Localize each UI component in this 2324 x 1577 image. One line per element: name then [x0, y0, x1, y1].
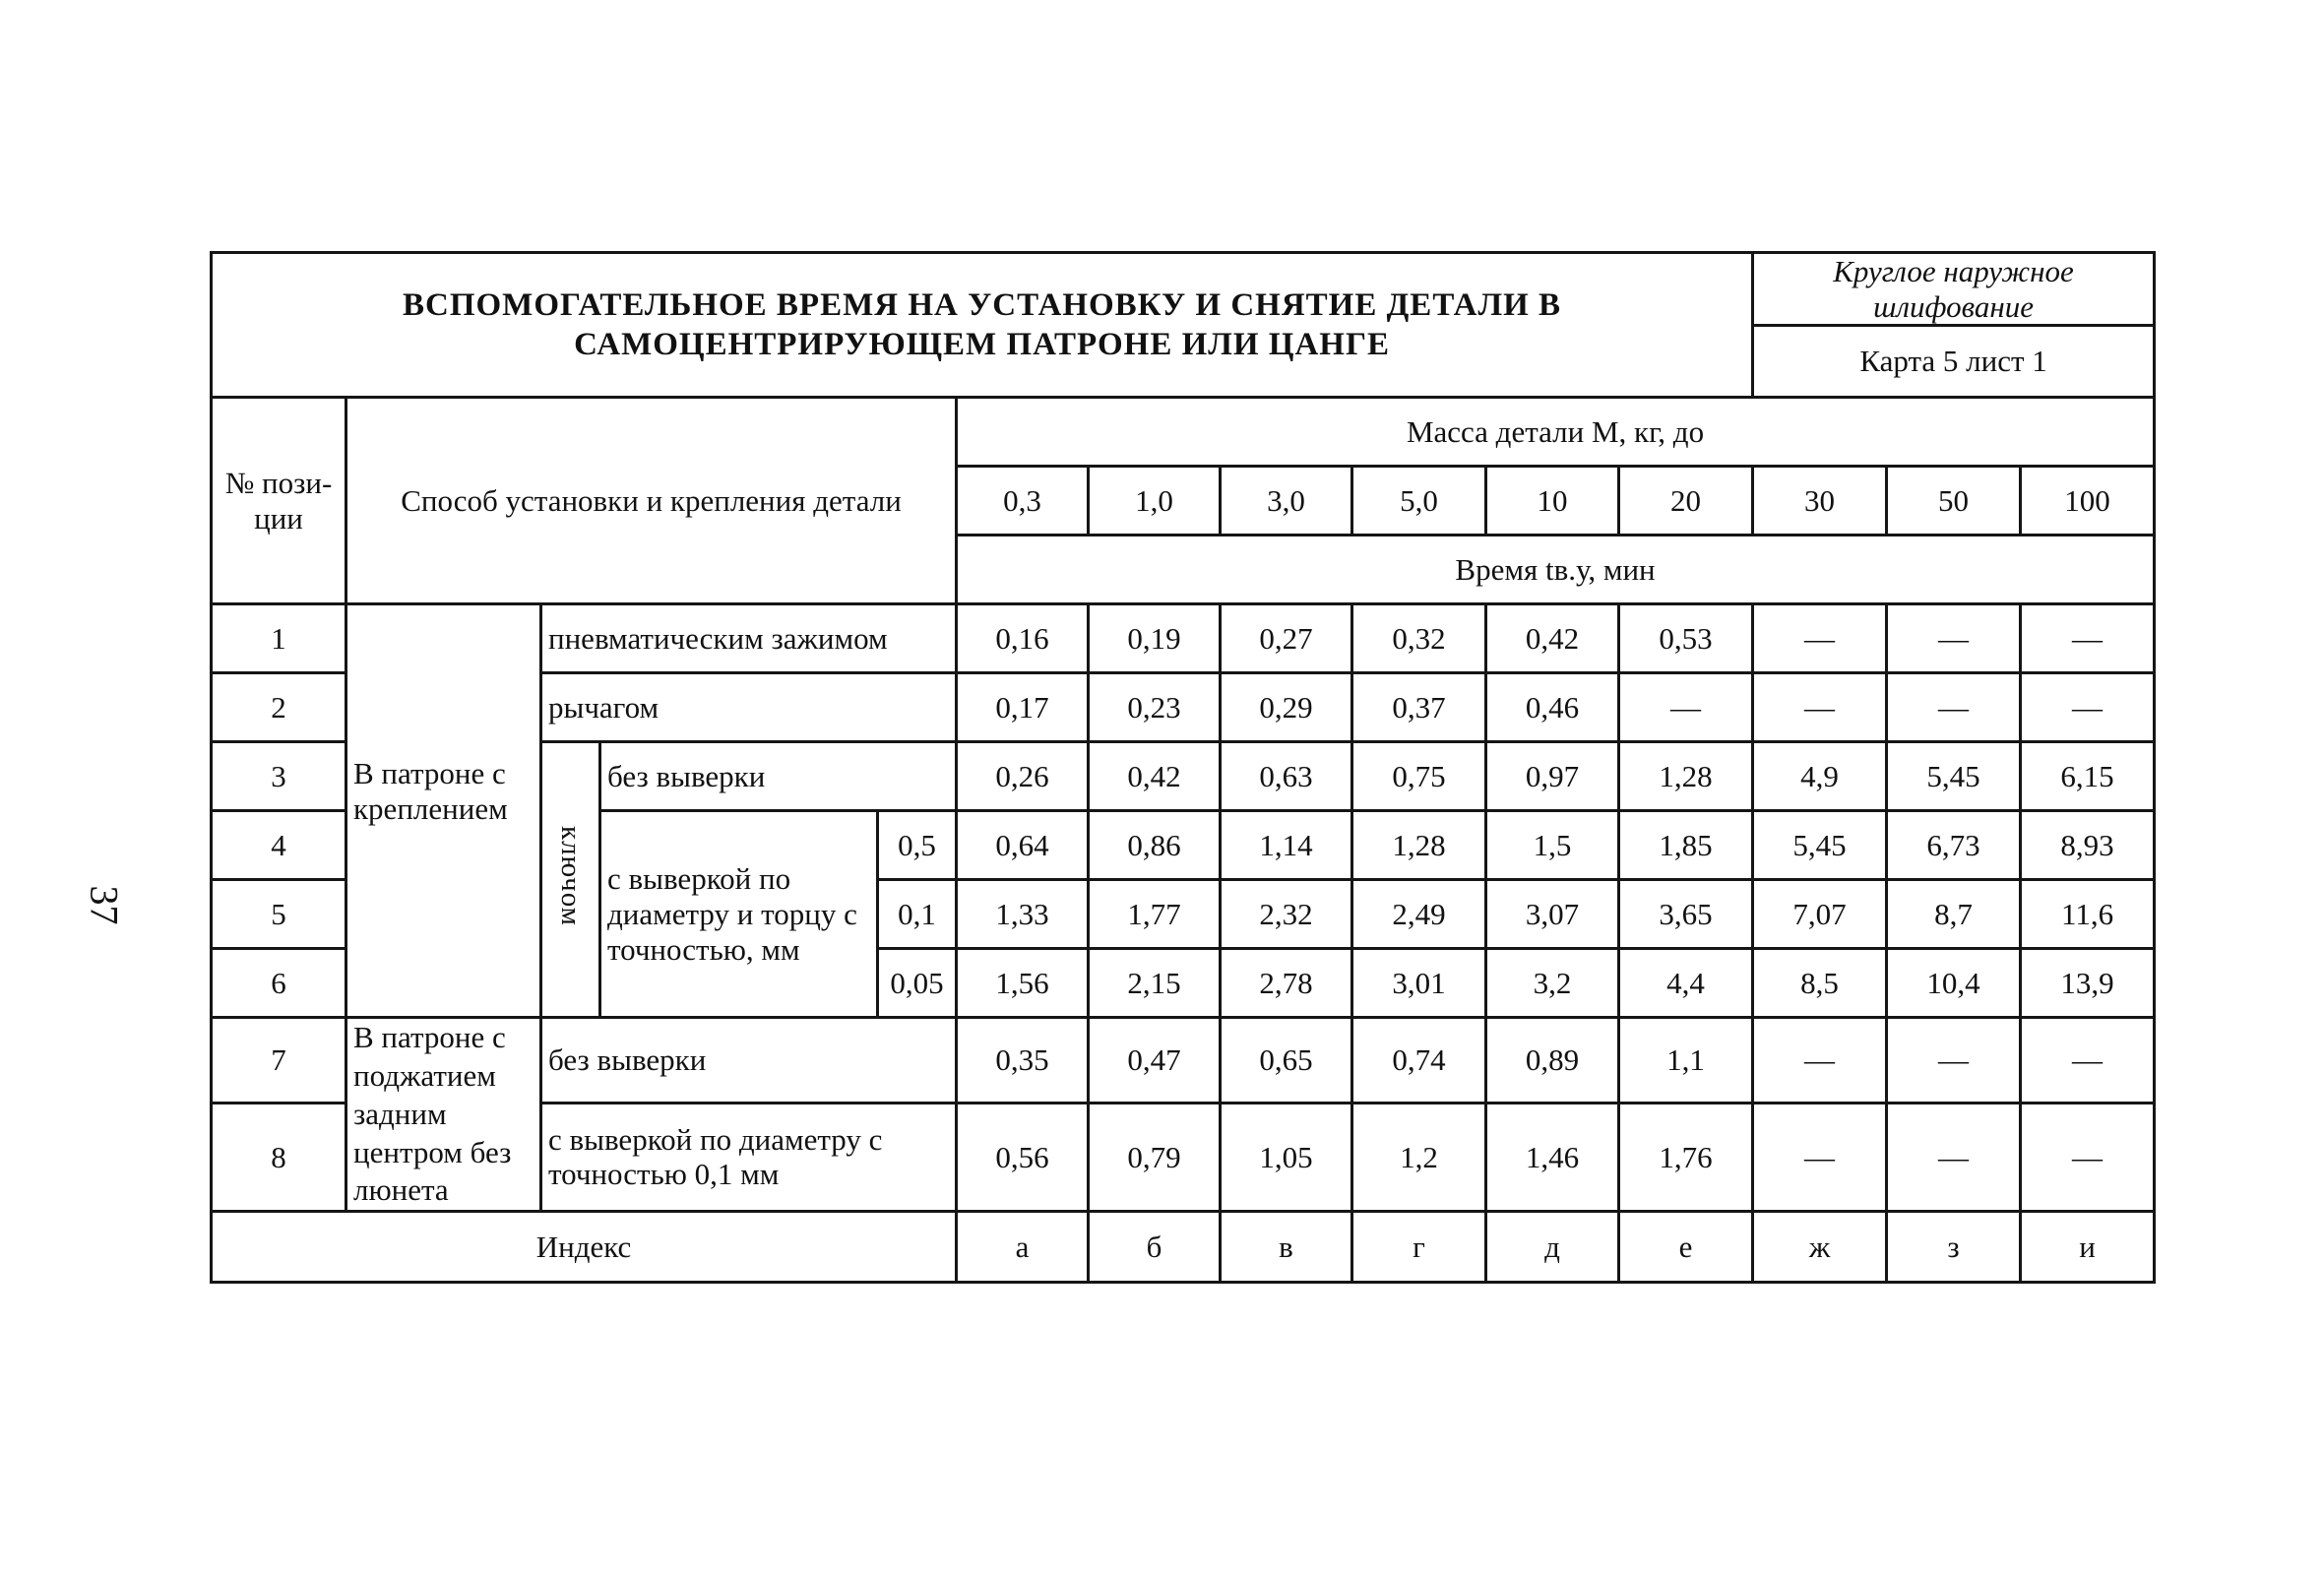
time-value: 0,27 [1221, 604, 1352, 673]
time-value: 1,1 [1619, 1018, 1753, 1103]
mass-value: 5,0 [1352, 467, 1486, 536]
time-value: — [2021, 1103, 2155, 1211]
time-value: 4,4 [1619, 949, 1753, 1018]
time-value: 3,65 [1619, 880, 1753, 949]
time-value: — [1753, 1018, 1887, 1103]
time-value: 5,45 [1887, 742, 2021, 811]
time-value: 1,14 [1221, 811, 1352, 880]
norm-table [210, 251, 2156, 1284]
index-value: б [1089, 1212, 1221, 1283]
row-position: 5 [212, 880, 346, 949]
time-value: 0,17 [957, 673, 1089, 742]
time-value: 1,76 [1619, 1103, 1753, 1211]
time-value: 1,85 [1619, 811, 1753, 880]
accuracy-value: 0,5 [878, 811, 957, 880]
time-value: 0,75 [1352, 742, 1486, 811]
card-title: ВСПОМОГАТЕЛЬНОЕ ВРЕМЯ НА УСТАНОВКУ И СНЯТИЕ ДЕТАЛИ В САМОЦЕНТРИРУЮЩЕМ ПАТРОНЕ ИЛИ ЦАНГЕ [212, 253, 1753, 398]
time-value: 3,01 [1352, 949, 1486, 1018]
mass-value: 1,0 [1089, 467, 1221, 536]
row-position: 6 [212, 949, 346, 1018]
mass-value: 100 [2021, 467, 2155, 536]
mass-value: 0,3 [957, 467, 1089, 536]
index-value: а [957, 1212, 1089, 1283]
time-value: 1,46 [1486, 1103, 1619, 1211]
time-value: 0,65 [1221, 1018, 1352, 1103]
time-value: 2,78 [1221, 949, 1352, 1018]
time-value: 1,33 [957, 880, 1089, 949]
time-value: 0,26 [957, 742, 1089, 811]
time-value: — [1753, 1103, 1887, 1211]
time-header: Время tв.у, мин [957, 536, 2155, 604]
time-value: 0,63 [1221, 742, 1352, 811]
time-value: 6,73 [1887, 811, 2021, 880]
page-number: 37 [82, 885, 127, 925]
index-value: и [2021, 1212, 2155, 1283]
row-position: 8 [212, 1103, 346, 1211]
mass-header: Масса детали М, кг, до [957, 398, 2155, 467]
time-value: 1,28 [1352, 811, 1486, 880]
time-value: 8,93 [2021, 811, 2155, 880]
accuracy-method: с выверкой по диаметру и торцу с точностью, мм [600, 811, 878, 1018]
row-method: рычагом [541, 673, 957, 742]
time-value: — [1887, 673, 2021, 742]
group-chuck-clamp: В патроне с креплением [346, 604, 541, 1018]
time-value: 3,2 [1486, 949, 1619, 1018]
row-method: пневматическим зажимом [541, 604, 957, 673]
time-value: 0,86 [1089, 811, 1221, 880]
time-value: — [1887, 604, 2021, 673]
time-value: 0,46 [1486, 673, 1619, 742]
time-value: — [1887, 1018, 2021, 1103]
time-value: 0,74 [1352, 1018, 1486, 1103]
time-value: 2,32 [1221, 880, 1352, 949]
group-tailstock-center: В патроне с поджатием задним центром без люнета [346, 1018, 541, 1212]
norm-card-sheet [210, 251, 2153, 1264]
card-number: Карта 5 лист 1 [1753, 326, 2155, 398]
accuracy-value: 0,1 [878, 880, 957, 949]
operation-name: Круглое наружное шлифование [1753, 253, 2155, 326]
time-value: 13,9 [2021, 949, 2155, 1018]
mass-value: 10 [1486, 467, 1619, 536]
mass-value: 20 [1619, 467, 1753, 536]
time-value: — [1619, 673, 1753, 742]
time-value: — [2021, 1018, 2155, 1103]
time-value: 7,07 [1753, 880, 1887, 949]
time-value: 0,97 [1486, 742, 1619, 811]
row-position: 4 [212, 811, 346, 880]
time-value: 0,37 [1352, 673, 1486, 742]
time-value: 0,53 [1619, 604, 1753, 673]
row-position: 7 [212, 1018, 346, 1103]
time-value: 1,5 [1486, 811, 1619, 880]
row-method: без выверки [541, 1018, 957, 1103]
index-value: з [1887, 1212, 2021, 1283]
time-value: — [1753, 604, 1887, 673]
time-value: 1,77 [1089, 880, 1221, 949]
col-position-header: № пози- ции [212, 398, 346, 604]
row-method: без выверки [600, 742, 957, 811]
time-value: 2,15 [1089, 949, 1221, 1018]
row-position: 1 [212, 604, 346, 673]
time-value: 0,89 [1486, 1018, 1619, 1103]
time-value: 0,56 [957, 1103, 1089, 1211]
index-value: г [1352, 1212, 1486, 1283]
mass-value: 50 [1887, 467, 2021, 536]
mass-value: 30 [1753, 467, 1887, 536]
time-value: 4,9 [1753, 742, 1887, 811]
row-position: 3 [212, 742, 346, 811]
time-value: 1,28 [1619, 742, 1753, 811]
time-value: 0,42 [1089, 742, 1221, 811]
accuracy-value: 0,05 [878, 949, 957, 1018]
time-value: 2,49 [1352, 880, 1486, 949]
time-value: 0,32 [1352, 604, 1486, 673]
time-value: 0,47 [1089, 1018, 1221, 1103]
time-value: 0,79 [1089, 1103, 1221, 1211]
time-value: — [2021, 673, 2155, 742]
key-label: ключом [555, 825, 588, 926]
index-value: в [1221, 1212, 1352, 1283]
time-value: 11,6 [2021, 880, 2155, 949]
time-value: 6,15 [2021, 742, 2155, 811]
mass-value: 3,0 [1221, 467, 1352, 536]
time-value: 0,23 [1089, 673, 1221, 742]
time-value: 1,56 [957, 949, 1089, 1018]
key-label-cell [541, 742, 600, 1018]
time-value: 0,64 [957, 811, 1089, 880]
time-value: — [2021, 604, 2155, 673]
time-value: 0,29 [1221, 673, 1352, 742]
time-value: 1,2 [1352, 1103, 1486, 1211]
index-label: Индекс [212, 1212, 957, 1283]
time-value: 3,07 [1486, 880, 1619, 949]
time-value: 0,16 [957, 604, 1089, 673]
time-value: 8,7 [1887, 880, 2021, 949]
time-value: — [1753, 673, 1887, 742]
time-value: 0,35 [957, 1018, 1089, 1103]
row-position: 2 [212, 673, 346, 742]
time-value: 10,4 [1887, 949, 2021, 1018]
index-value: ж [1753, 1212, 1887, 1283]
time-value: — [1887, 1103, 2021, 1211]
time-value: 8,5 [1753, 949, 1887, 1018]
time-value: 0,19 [1089, 604, 1221, 673]
row-method: с выверкой по диаметру с точностью 0,1 мм [541, 1103, 957, 1211]
time-value: 5,45 [1753, 811, 1887, 880]
index-value: е [1619, 1212, 1753, 1283]
index-value: д [1486, 1212, 1619, 1283]
col-method-header: Способ установки и крепления детали [346, 398, 957, 604]
time-value: 1,05 [1221, 1103, 1352, 1211]
time-value: 0,42 [1486, 604, 1619, 673]
